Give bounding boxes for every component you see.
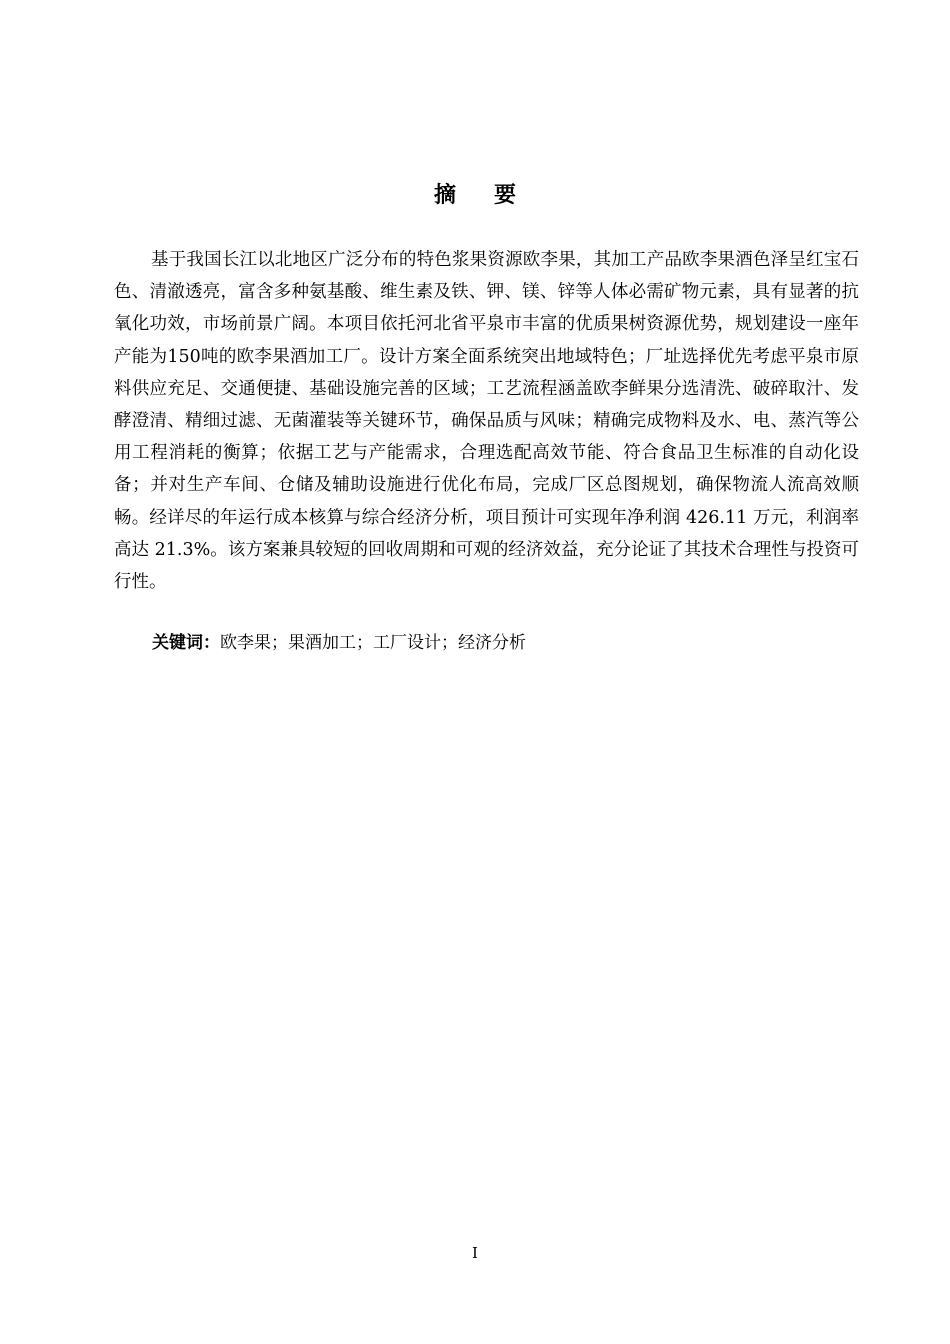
keywords-line: [152, 629, 852, 657]
page-number: I: [472, 1244, 478, 1262]
keywords-label: 关键词：: [152, 633, 220, 653]
abstract-title: 摘要: [433, 183, 554, 208]
keywords-text: 欧李果；果酒加工；工厂设计；经济分析: [220, 633, 526, 653]
abstract-body: 基于我国长江以北地区广泛分布的特色浆果资源欧李果，其加工产品欧李果酒色泽呈红宝石色、清澈透亮，富含多种氨基酸、维生素及铁、钾、镁、锌等人体必需矿物元素，具有显著的抗氧化功效，市场前景广阔。本项目依托河北省平泉市丰富的优质果树资源优势，规划建设一座年产能为150吨的欧李果酒加工厂。设计方案全面系统突出地域特色；厂址选择优先考虑平泉市原料供应充足、交通便捷、基础设施完善的区域；工艺流程涵盖欧李鲜果分选清洗、破碎取汁、发酵澄清、精细过滤、无菌灌装等关键环节，确保品质与风味；精确完成物料及水、电、蒸汽等公用工程消耗的衡算；依据工艺与产能需求，合理选配高效节能、符合食品卫生标准的自动化设备；并对生产车间、仓储及辅助设施进行优化布局，完成厂区总图规划，确保物流人流高效顺畅。经详尽的年运行成本核算与综合经济分析，项目预计可实现年净利润 426.11 万元，利润率高达 21.3%。该方案兼具较短的回收周期和可观的经济效益，充分论证了其技术合理性与投资可行性。: [114, 250, 859, 593]
